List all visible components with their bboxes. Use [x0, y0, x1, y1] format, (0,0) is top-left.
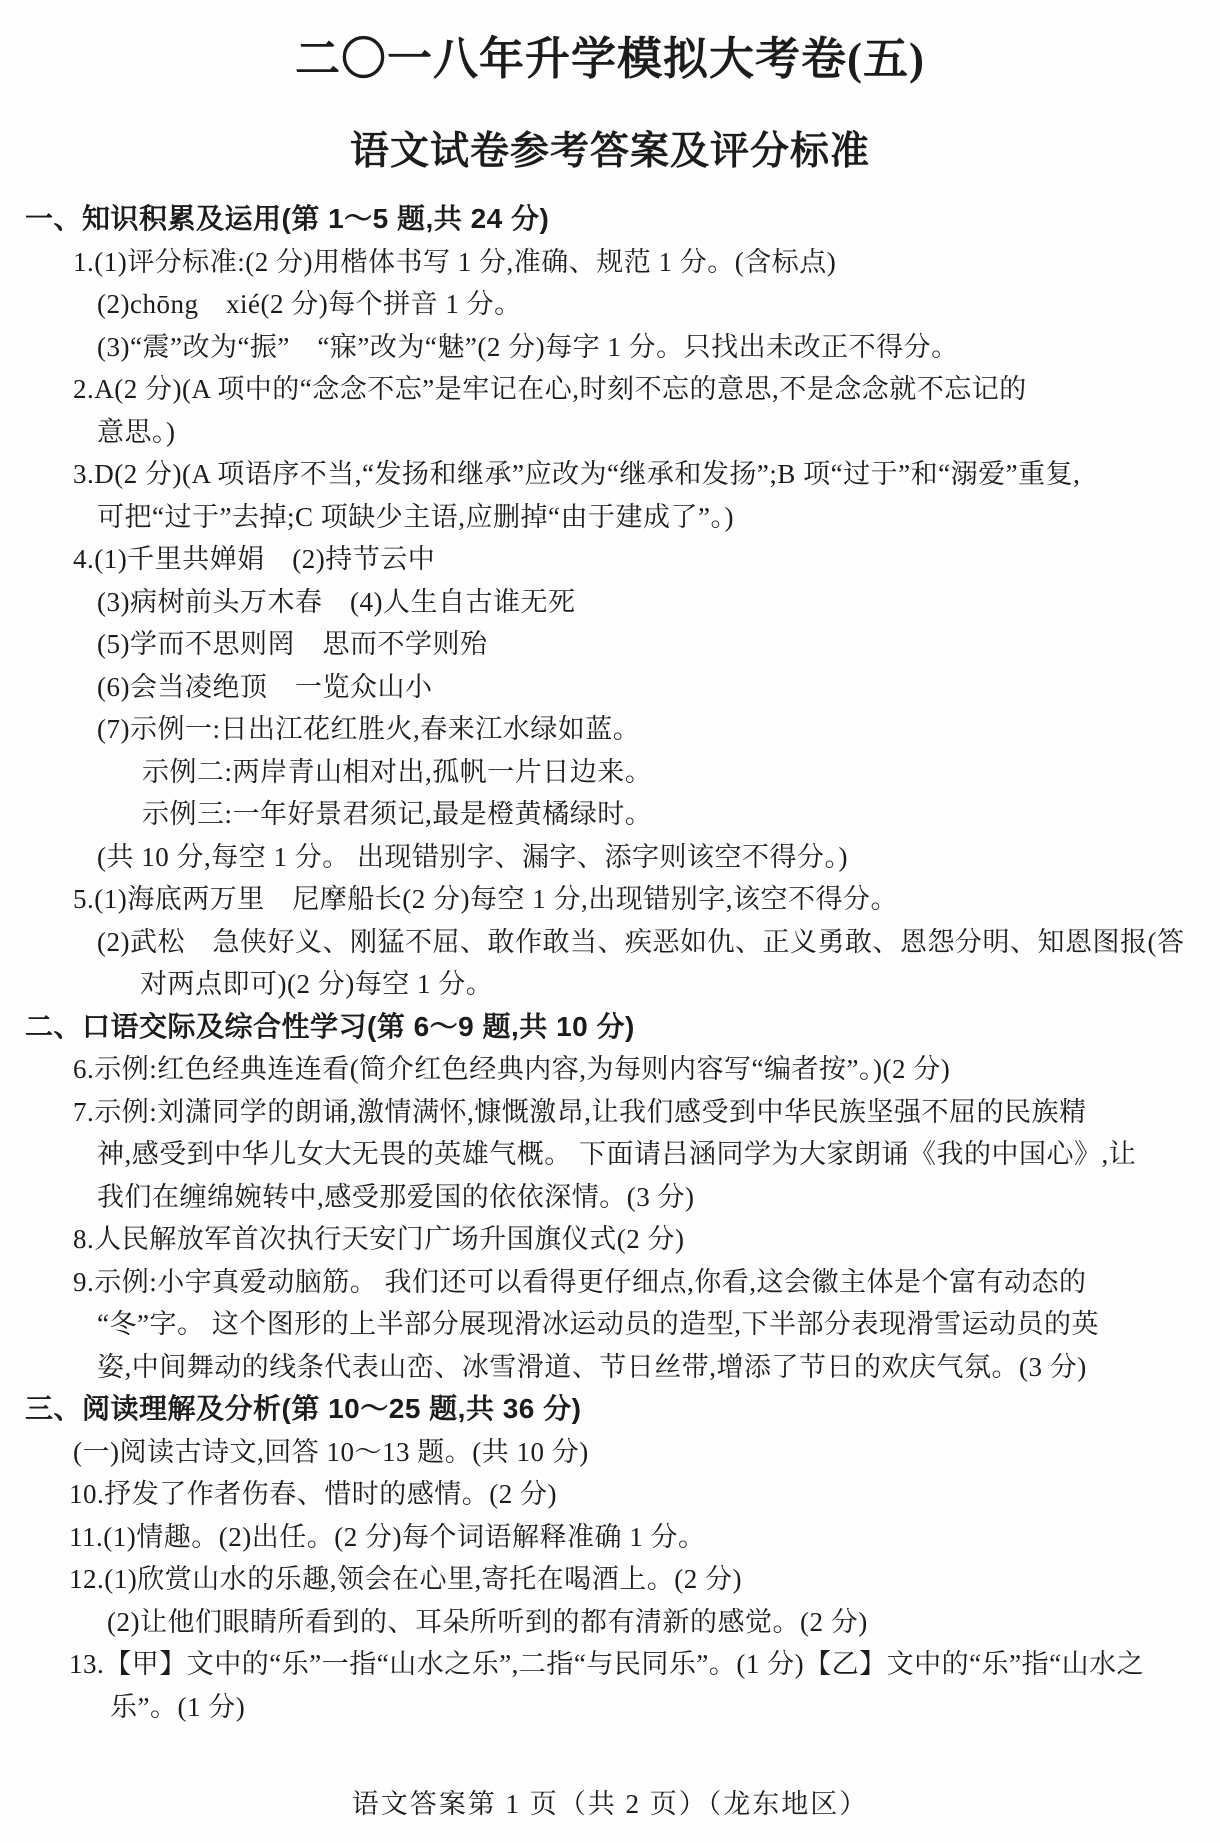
answer-line: 意思。) — [97, 416, 176, 447]
answer-line: 1.(1)评分标准:(2 分)用楷体书写 1 分,准确、规范 1 分。(含标点) — [73, 246, 837, 277]
answer-line: 5.(1)海底两万里 尼摩船长(2 分)每空 1 分,出现错别字,该空不得分。 — [73, 884, 898, 914]
answer-line: 4.(1)千里共婵娟 (2)持节云中 — [73, 544, 436, 574]
answer-line: (共 10 分,每空 1 分。 出现错别字、漏字、添字则该空不得分。) — [97, 841, 848, 872]
answer-line: 乐”。(1 分) — [110, 1691, 246, 1722]
answer-line: 姿,中间舞动的线条代表山峦、冰雪滑道、节日丝带,增添了节日的欢庆气氛。(3 分) — [97, 1351, 1087, 1382]
answer-line: 12.(1)欣赏山水的乐趣,领会在心里,寄托在喝酒上。(2 分) — [69, 1564, 742, 1594]
answer-line: 示例三:一年好景君须记,最是橙黄橘绿时。 — [142, 799, 653, 829]
answer-line: (3)“震”改为“振” “寐”改为“魅”(2 分)每字 1 分。只找出未改正不得分。 — [97, 331, 959, 362]
answer-line: 示例二:两岸青山相对出,孤帆一片日边来。 — [142, 756, 653, 787]
page-title: 二〇一八年升学模拟大考卷(五) — [295, 34, 925, 84]
answer-line: (2)让他们眼睛所看到的、耳朵所听到的都有清新的感觉。(2 分) — [107, 1606, 868, 1637]
answer-line: 二、口语交际及综合性学习(第 6～9 题,共 10 分) — [25, 1010, 635, 1042]
answer-line: 2.A(2 分)(A 项中的“念念不忘”是牢记在心,时刻不忘的意思,不是念念就不忘记的 — [73, 374, 1027, 404]
answer-line: “冬”字。 这个图形的上半部分展现滑冰运动员的造型,下半部分表现滑雪运动员的英 — [97, 1309, 1099, 1339]
answer-line: 神,感受到中华儿女大无畏的英雄气概。 下面请吕涵同学为大家朗诵《我的中国心》,让 — [97, 1139, 1137, 1169]
answer-line: 6.示例:红色经典连连看(简介红色经典内容,为每则内容写“编者按”。)(2 分) — [73, 1054, 951, 1084]
answer-content — [0, 198, 1220, 1728]
answer-line: 可把“过于”去掉;C 项缺少主语,应删掉“由于建成了”。) — [97, 501, 734, 532]
answer-line: 7.示例:刘潇同学的朗诵,激情满怀,慷慨激昂,让我们感受到中华民族坚强不屈的民族精 — [73, 1096, 1087, 1127]
answer-line: 对两点即可)(2 分)每空 1 分。 — [140, 969, 494, 999]
answer-line: 三、阅读理解及分析(第 10～25 题,共 36 分) — [25, 1393, 582, 1424]
answer-line: 8.人民解放军首次执行天安门广场升国旗仪式(2 分) — [73, 1224, 685, 1254]
page-subtitle: 语文试卷参考答案及评分标准 — [349, 130, 870, 173]
answer-line: (5)学而不思则罔 思而不学则殆 — [97, 629, 488, 659]
answer-line: (3)病树前头万木春 (4)人生自古谁无死 — [97, 586, 576, 617]
answer-line: (6)会当凌绝顶 一览众山小 — [97, 671, 433, 702]
answer-line: (一)阅读古诗文,回答 10～13 题。(共 10 分) — [73, 1436, 589, 1467]
answer-line: 一、知识积累及运用(第 1～5 题,共 24 分) — [25, 203, 550, 234]
answer-line: 我们在缠绵婉转中,感受那爱国的依依深情。(3 分) — [97, 1181, 695, 1212]
page-footer: 语文答案第 1 页（共 2 页）（龙东地区） — [351, 1789, 869, 1819]
answer-line: 9.示例:小宇真爱动脑筋。 我们还可以看得更仔细点,你看,这会徽主体是个富有动态的 — [73, 1266, 1087, 1297]
answer-line: (2)chōng xié(2 分)每个拼音 1 分。 — [97, 289, 522, 319]
answer-line: 3.D(2 分)(A 项语序不当,“发扬和继承”应改为“继承和发扬”;B 项“过于”和“溺爱”重复, — [73, 459, 1081, 489]
answer-line: 13.【甲】文中的“乐”一指“山水之乐”,二指“与民同乐”。(1 分)【乙】文中的“乐”指“山水之 — [69, 1649, 1145, 1679]
answer-line: 11.(1)情趣。(2)出任。(2 分)每个词语解释准确 1 分。 — [69, 1521, 706, 1552]
answer-line: (2)武松 急侠好义、刚猛不屈、敢作敢当、疾恶如仇、正义勇敢、恩怨分明、知恩图报(答 — [97, 926, 1185, 957]
answer-line: 10.抒发了作者伤春、惜时的感情。(2 分) — [69, 1479, 557, 1509]
answer-line: (7)示例一:日出江花红胜火,春来江水绿如蓝。 — [97, 714, 641, 744]
